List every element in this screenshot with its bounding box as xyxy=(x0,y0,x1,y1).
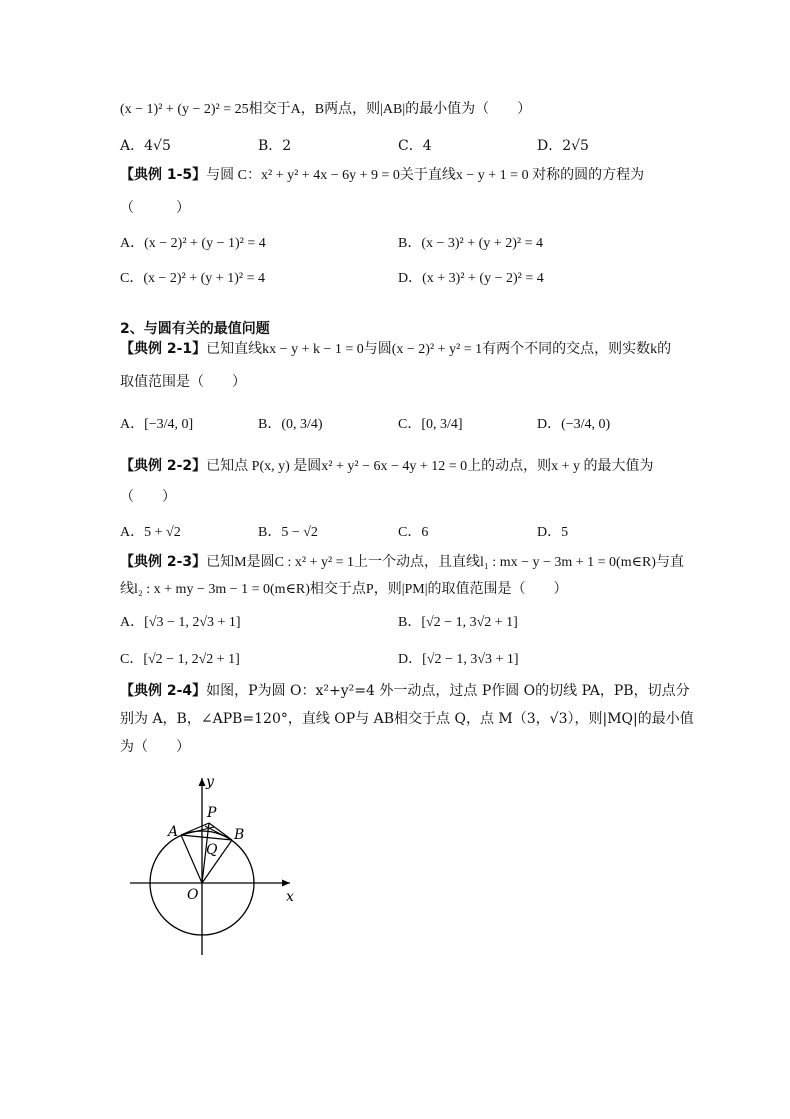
question-2-2-text: 【典例 2-2】已知点 P(x, y) 是圆x² + y² − 6x − 4y + 12 = 0上的动点，则x + y 的最大值为 xyxy=(120,458,654,474)
option-a: A．4√5 xyxy=(120,138,171,154)
label-q: Q xyxy=(206,842,218,858)
option-b: B．[√2 − 1, 3√2 + 1] xyxy=(398,615,518,630)
option-c: C．4 xyxy=(398,138,432,154)
question-1-4-text: (x − 1)² + (y − 2)² = 25相交于A，B两点，则|AB|的最小值为（ ） xyxy=(120,102,532,117)
question-2-4-text-3: 为（ ） xyxy=(120,739,190,755)
y-axis-arrow xyxy=(199,778,206,786)
section-heading: 2、与圆有关的最值问题 xyxy=(120,321,270,337)
option-c: C．[√2 − 1, 2√2 + 1] xyxy=(120,652,240,667)
question-tag: 【典例 2-1】 xyxy=(120,341,207,357)
option-a: A．[√3 − 1, 2√3 + 1] xyxy=(120,615,241,630)
question-2-3-text: 【典例 2-3】已知M是圆C : x² + y² = 1上一个动点，且直线l₁ : mx − y − 3m + 1 = 0(m∈R)与直 xyxy=(120,554,684,570)
question-2-4-text: 【典例 2-4】如图，P为圆 O：x²+y²=4 外一动点，过点 P作圆 O的切线 PA，PB，切点分 xyxy=(120,683,690,699)
option-d: D．(−3/4, 0) xyxy=(537,417,611,432)
label-x: x xyxy=(286,889,294,905)
circle-tangent-figure xyxy=(120,770,320,964)
label-a: A xyxy=(168,824,179,840)
option-b: B．5 − √2 xyxy=(258,525,318,540)
option-d: D．5 xyxy=(537,525,569,540)
question-2-1-text-2: 取值范围是（ ） xyxy=(120,374,246,390)
question-tag: 【典例 2-2】 xyxy=(120,458,207,474)
option-d: D．2√5 xyxy=(537,138,589,154)
option-c: C．6 xyxy=(398,525,429,540)
option-b: B．(x − 3)² + (y + 2)² = 4 xyxy=(398,236,543,251)
option-c: C．(x − 2)² + (y + 1)² = 4 xyxy=(120,271,265,286)
option-b: B．2 xyxy=(258,138,292,154)
question-1-5-text-2: （ ） xyxy=(120,200,190,216)
label-o: O xyxy=(187,887,199,903)
label-y: y xyxy=(206,774,214,790)
option-d: D．(x + 3)² + (y − 2)² = 4 xyxy=(398,271,544,286)
option-a: A．(x − 2)² + (y − 1)² = 4 xyxy=(120,236,266,251)
question-2-3-text-2: 线l₂ : x + my − 3m − 1 = 0(m∈R)相交于点P，则|PM|的取值范围是（ ） xyxy=(120,582,568,597)
question-2-2-text-2: （ ） xyxy=(120,489,176,505)
option-d: D．[√2 − 1, 3√3 + 1] xyxy=(398,652,519,667)
question-tag: 【典例 2-4】 xyxy=(120,683,207,699)
option-a: A．[−3/4, 0] xyxy=(120,417,194,432)
question-tag: 【典例 1-5】 xyxy=(120,167,207,183)
question-2-1-text: 【典例 2-1】已知直线kx − y + k − 1 = 0与圆(x − 2)² + y² = 1有两个不同的交点，则实数k的 xyxy=(120,341,672,357)
question-2-4-text-2: 别为 A，B，∠APB=120°，直线 OP与 AB相交于点 Q，点 M（3，√3），则|MQ|的最小值 xyxy=(120,711,694,727)
option-c: C．[0, 3/4] xyxy=(398,417,463,432)
label-b: B xyxy=(234,827,245,843)
question-1-5-text: 【典例 1-5】与圆 C：x² + y² + 4x − 6y + 9 = 0关于直线x − y + 1 = 0 对称的圆的方程为 xyxy=(120,167,645,183)
radius-oa xyxy=(181,835,202,883)
label-p: P xyxy=(207,805,217,821)
option-a: A．5 + √2 xyxy=(120,525,181,540)
x-axis-arrow xyxy=(282,880,290,887)
option-b: B．(0, 3/4) xyxy=(258,417,323,432)
question-tag: 【典例 2-3】 xyxy=(120,554,207,570)
figure-svg xyxy=(120,770,320,960)
